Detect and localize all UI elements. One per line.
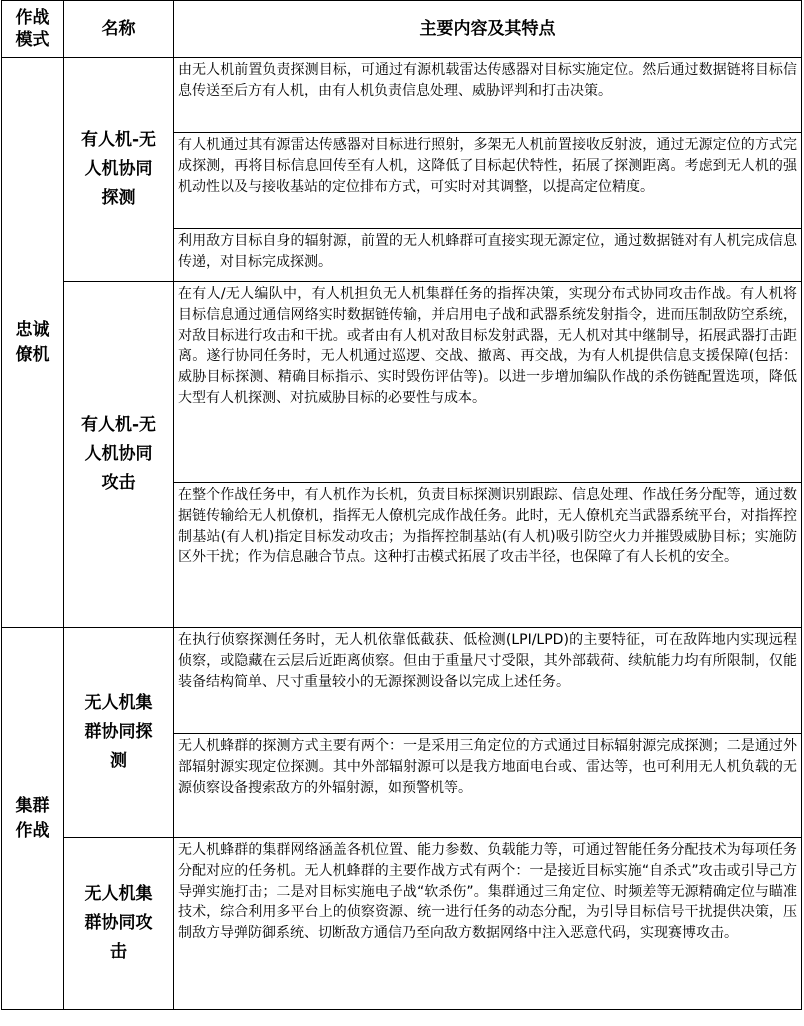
table-row xyxy=(2,628,802,734)
content-cell: 在有人/无人编队中，有人机担负无人机集群任务的指挥决策，实现分布式协同攻击作战。有人机将目标信息通过通信网络实时数据链传输，并启用电子战和武器系统发射指令，进而压制敌防空系统，对敌目标进行攻击和干扰。或者由有人机对敌目标发射武器，无人机对其中继制导，拓展武器打击距离。遂行协同任务时，无人机通过巡逻、交战、撤离、再交战，为有人机提供信息支援保障(包括：威胁目标探测、精确目标指示、实时毁伤评估等)。以进一步增加编队作战的杀伤链配置选项，降低大型有人机探测、对抗威胁目标的必要性与成本。 xyxy=(174,282,802,483)
header-mode xyxy=(2,1,64,58)
name-cell-swarm-detection xyxy=(64,628,174,838)
name-label: 有人机-无 人机协同 攻击 xyxy=(80,415,157,493)
content-cell: 有人机通过其有源雷达传感器对目标进行照射，多架无人机前置接收反射波，通过无源定位的方式完成探测，再将目标信息回传至有人机，这降低了目标起伏特性，拓展了探测距离。考虑到无人机的强机动性以及与接收基站的定位排布方式，可实时对其调整，以提高定位精度。 xyxy=(174,133,802,229)
combat-mode-table xyxy=(1,0,802,1010)
header-content: 主要内容及其特点 xyxy=(174,1,802,58)
name-cell-cooperative-attack xyxy=(64,282,174,628)
name-label: 无人机集 群协同攻 击 xyxy=(84,884,153,962)
mode-cell-loyal-wingman xyxy=(2,58,64,628)
content-cell: 无人机蜂群的集群网络涵盖各机位置、能力参数、负载能力等，可通过智能任务分配技术为每项任务分配对应的任务机。无人机蜂群的主要作战方式有两个：一是接近目标实施“自杀式”攻击或引导己方导弹实施打击；二是对目标实施电子战“软杀伤”。集群通过三角定位、时频差等无源精确定位与瞄准技术，综合利用多平台上的侦察资源、统一进行任务的动态分配，为引导目标信号干扰提供决策，压制敌方导弹防御系统、切断敌方通信乃至向敌方数据网络中注入恶意代码，实现赛博攻击。 xyxy=(174,838,802,1010)
content-cell: 无人机蜂群的探测方式主要有两个：一是采用三角定位的方式通过目标辐射源完成探测；二是通过外部辐射源实现定位探测。其中外部辐射源可以是我方地面电台或、雷达等，也可利用无人机负载的无源侦察设备搜索敌方的外辐射源，如预警机等。 xyxy=(174,734,802,838)
content-cell: 利用敌方目标自身的辐射源，前置的无人机蜂群可直接实现无源定位，通过数据链对有人机完成信息传递，对目标完成探测。 xyxy=(174,229,802,282)
name-cell-swarm-attack xyxy=(64,838,174,1010)
table-row xyxy=(2,838,802,1010)
table-row xyxy=(2,58,802,133)
header-name: 名称 xyxy=(64,1,174,58)
content-cell: 在执行侦察探测任务时，无人机依靠低截获、低检测(LPI/LPD)的主要特征，可在敌阵地内实现远程侦察，或隐藏在云层后近距离侦察。但由于重量尺寸受限，其外部载荷、续航能力均有所限制，仅能装备结构简单、尺寸重量较小的无源探测设备以完成上述任务。 xyxy=(174,628,802,734)
name-label: 有人机-无 人机协同 探测 xyxy=(80,130,157,208)
mode-label: 集群 作战 xyxy=(15,795,50,841)
mode-label: 忠诚 僚机 xyxy=(15,319,50,365)
content-cell: 由无人机前置负责探测目标，可通过有源机载雷达传感器对目标实施定位。然后通过数据链将目标信息传送至后方有人机，由有人机负责信息处理、威胁评判和打击决策。 xyxy=(174,58,802,133)
content-cell: 在整个作战任务中，有人机作为长机，负责目标探测识别跟踪、信息处理、作战任务分配等，通过数据链传输给无人机僚机，指挥无人僚机完成作战任务。此时，无人僚机充当武器系统平台，对指挥控制基站(有人机)指定目标发动攻击；为指挥控制基站(有人机)吸引防空火力并摧毁威胁目标；实施防区外干扰；作为信息融合节点。这种打击模式拓展了攻击半径，也保障了有人长机的安全。 xyxy=(174,483,802,628)
table-row xyxy=(2,282,802,483)
mode-cell-swarm-combat xyxy=(2,628,64,1010)
header-mode-label: 作战 模式 xyxy=(15,8,50,50)
name-cell-cooperative-detection xyxy=(64,58,174,282)
name-label: 无人机集 群协同探 测 xyxy=(84,693,153,771)
header-row xyxy=(2,1,802,58)
